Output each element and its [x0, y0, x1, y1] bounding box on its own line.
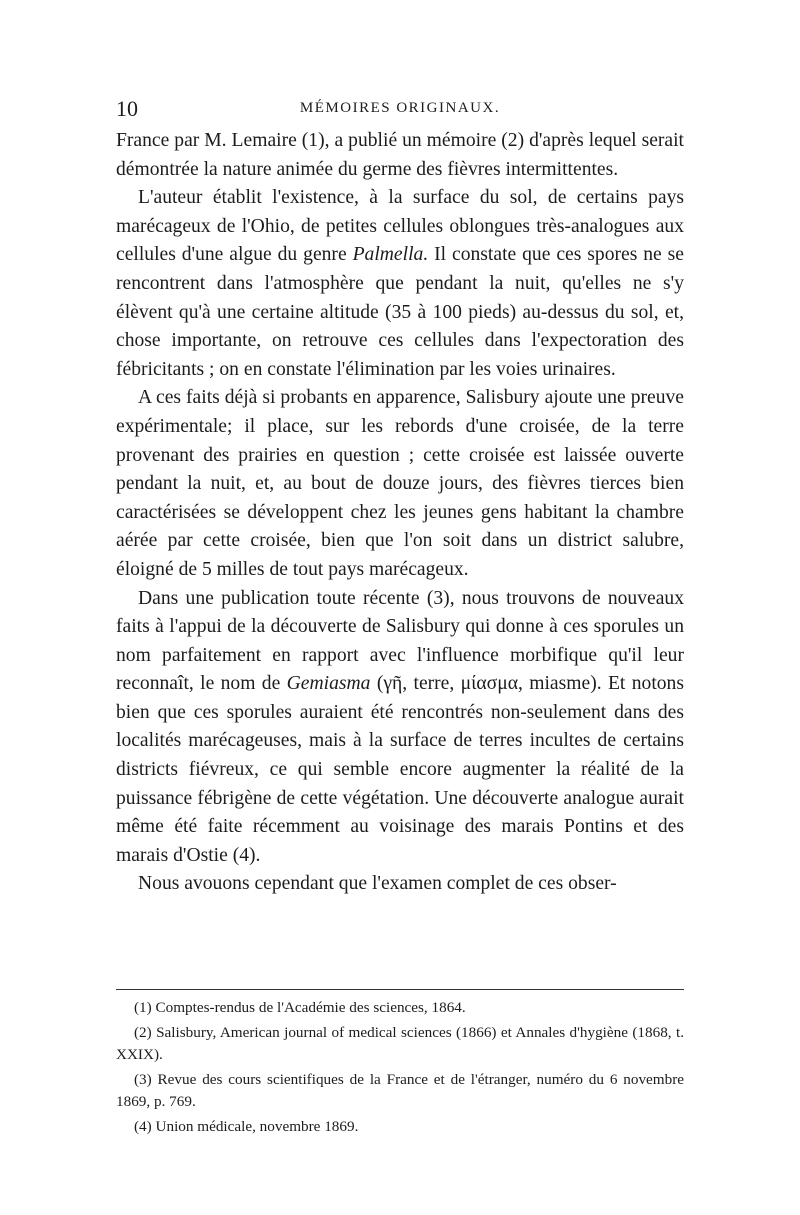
- footnote: (1) Comptes-rendus de l'Académie des sciences, 1864.: [134, 999, 466, 1016]
- italic-text: Gemiasma: [286, 673, 371, 695]
- footnote-rule: [116, 989, 684, 990]
- text-run: Il constate que ces spores ne se rencontrent dans l'atmosphère que pendant la nuit, qu'elles ne s'y élèvent qu'à une certaine altitude (35 à 100 pieds) au-dessus du sol, et, chose importante, on retrouve ces cellules dans l'expectoration des fébricitants ; on en constate l'élimination par les voies urinaires.: [116, 244, 684, 380]
- running-title: MÉMOIRES ORIGINAUX.: [299, 100, 501, 116]
- text-run: Dans une publication toute récente (3), nous trouvons de nouveaux faits à l'appui de la découverte de Salisbury qui donne à ces sporules un nom parfaitement en rapport avec l'influence morbifique qu'il leur reconnaît, le nom de: [116, 587, 684, 695]
- body-text: [116, 127, 684, 899]
- paragraph: [116, 384, 684, 584]
- paragraph: [116, 184, 684, 384]
- italic-text: Palmella.: [352, 244, 429, 266]
- text-run: France par M. Lemaire (1), a publié un mémoire (2) d'après lequel serait démontrée la nature animée du germe des fièvres intermittentes.: [116, 130, 684, 180]
- text-run: Nous avouons cependant que l'examen complet de ces obser-: [138, 873, 617, 895]
- running-header: [116, 96, 684, 122]
- paragraph: [116, 870, 684, 899]
- page-number: 10: [116, 96, 138, 121]
- paragraph: [116, 585, 684, 871]
- footnote: (3) Revue des cours scientifiques de la France et de l'étranger, numéro du 6 novembre 1869, p. 769.: [116, 1070, 684, 1110]
- footnote: (2) Salisbury, American journal of medical sciences (1866) et Annales d'hygiène (1868, t. XXIX).: [116, 1023, 684, 1063]
- footnote: (4) Union médicale, novembre 1869.: [134, 1117, 359, 1135]
- text-run: (γῆ, terre, μίασμα, miasme). Et notons bien que ces sporules auraient été rencontrés non-seulement dans des localités marécageuses, mais à la surface de terres incultes de certains districts fiévreux, ce qui semble encore augmenter la réalité de la puissance fébrigène de cette végétation. Une découverte analogue aurait même été faite récemment au voisinage des marais Pontins et des marais d'Ostie (4).: [116, 673, 684, 866]
- footnotes: [116, 997, 684, 1140]
- text-run: L'auteur établit l'existence, à la surface du sol, de certains pays marécageux de l'Ohio, de petites cellules oblongues très-analogues aux cellules d'une algue du genre: [116, 187, 684, 266]
- text-run: A ces faits déjà si probants en apparence, Salisbury ajoute une preuve expérimentale; il place, sur les rebords d'une croisée, de la terre provenant des prairies en question ; cette croisée est laissée ouverte pendant la nuit, et, au bout de douze jours, des fièvres tierces bien caractérisées se développent chez les jeunes gens habitant la chambre aérée par cette croisée, bien que l'on soit dans un district salubre, éloigné de 5 milles de tout pays marécageux.: [116, 387, 684, 580]
- paragraph: [116, 127, 684, 184]
